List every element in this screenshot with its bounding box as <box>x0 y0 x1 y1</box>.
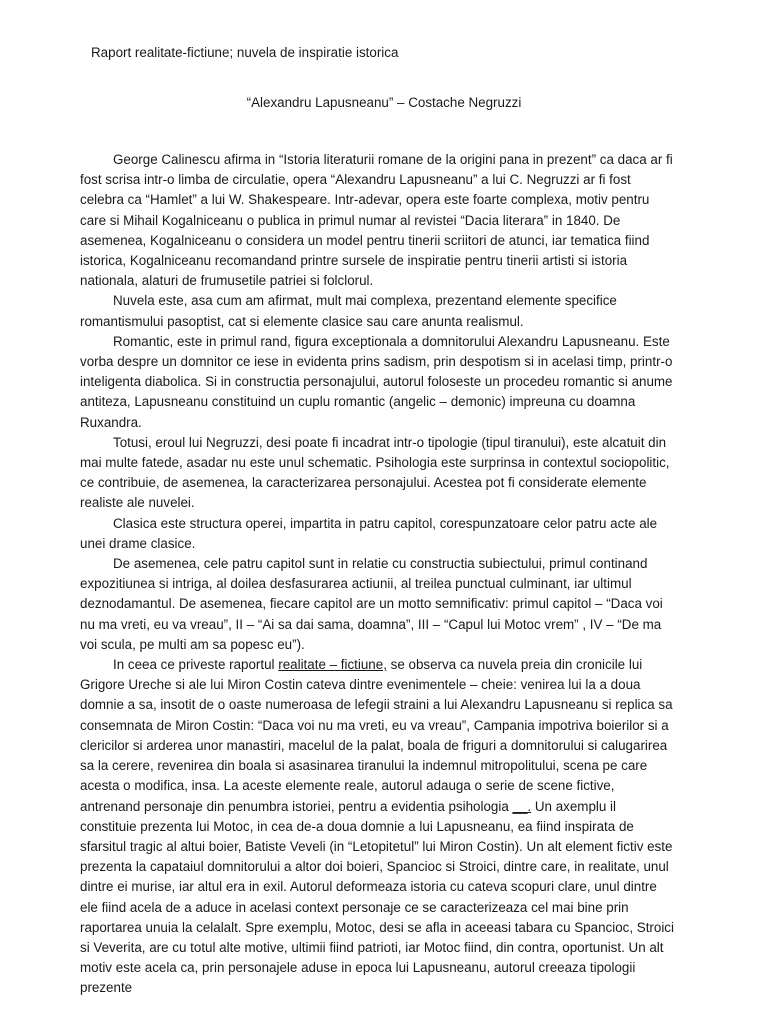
paragraph-7-body: se observa ca nuvela preia din cronicile lui Grigore Ureche si ale lui Miron Costin cateva dintre evenimentele – cheie: venirea lui la a doua domnie a sa, insotit de o oaste numeroasa de lefegii straini a lui Alexandru Lapusneanu si replica sa consemnata de Miron Costin: “Daca voi nu ma vreti, eu va vreau”, Campania impotriva boierilor si a clericilor si arderea unor manastiri, macelul de la palat, boala de friguri a domnitorului si calugarirea sa la cerere, revenirea din boala si asasinarea tiranului la indemnul mitropolitului, scena pe care acesta o modifica, insa. La aceste elemente reale, autorul adauga o serie de scene fictive, antrenand personaje din penumbra istoriei, pentru a evidentia psihologia <box>80 657 673 814</box>
document-subject: Raport realitate-fictiune; nuvela de inspiratie istorica <box>91 45 399 60</box>
paragraph-7-intro: In ceea ce priveste raportul <box>113 657 279 673</box>
underlined-term: realitate – fictiune, <box>278 657 387 673</box>
paragraph-7-end: Un axemplu il constituie prezenta lui Motoc, in cea de-a doua domnie a lui Lapusneanu, ea fiind inspirata de sfarsitul tragic al altui boier, Batiste Veveli (in “Letopitetul” lui Miron Costin). Un alt element fictiv este prezenta la capataiul domnitorului a altor doi boieri, Spancioc si Stroici, dintre care, in realitate, unul dintre ei murise, iar altul era in exil. Autorul deformeaza istoria cu cateva scopuri clare, unul dintre ele fiind acela de a aduce in acelasi context personaje ce se caracterizeaza cel mai bine prin raportarea unuia la celalalt. Spre exemplu, Motoc, desi se afla in aceeasi tabara cu Spancioc, Stroici si Veverita, are cu totul alte motive, ultimii fiind patrioti, iar Motoc fiind, din contra, oportunist. Un alt motiv este acela ca, prin personajele aduse in epoca lui Lapusneanu, autorul creeaza tipologii prezente <box>80 798 674 996</box>
paragraph-2: Nuvela este, asa cum am afirmat, mult mai complexa, prezentand elemente specifice romantismului pasoptist, cat si elemente clasice sau care anunta realismul. <box>80 293 617 329</box>
paragraph-5: Clasica este structura operei, impartita in patru capitol, corespunzatoare celor patru acte ale unei drame clasice. <box>80 515 658 551</box>
document-body <box>80 150 674 999</box>
paragraph-7 <box>80 655 674 998</box>
paragraph-1: George Calinescu afirma in “Istoria literaturii romane de la origini pana in prezent” ca daca ar fi fost scrisa intr-o limba de circulatie, opera “Alexandru Lapusneanu” a lui C. Negruzzi ar fi fost celebra ca “Hamlet” a lui W. Shakespeare. Intr-adevar, opera este foarte complexa, motiv pentru care si Mihail Kogalniceanu o publica in primul numar al revistei “Dacia literara” in 1840. De asemenea, Kogalniceanu o considera un model pentru tinerii scriitori de atunci, iar tematica fiind istorica, Kogalniceanu recomandand printre sursele de inspiratie pentru tinerii artisti si istoria nationala, alaturi de frumusetile patriei si folclorul. <box>80 152 673 289</box>
paragraph-6: De asemenea, cele patru capitol sunt in relatie cu constructia subiectului, primul continand expozitiunea si intriga, al doilea desfasurarea actiunii, al treilea punctual culminant, iar ultimul deznodamantul. De asemenea, fiecare capitol are un motto semnificativ: primul capitol – “Daca voi nu ma vreti, eu va vreau”, II – “Ai sa dai sama, doamna”, III – “Capul lui Motoc vrem” , IV – “De ma voi scula, pe multi am sa popesc eu”). <box>80 556 663 652</box>
blank-placeholder: __. <box>512 798 532 814</box>
paragraph-3: Romantic, este in primul rand, figura exceptionala a domnitorului Alexandru Lapusneanu. Este vorba despre un domnitor ce iese in evidenta prins sadism, prin despotism si in acelasi timp, printr-o inteligenta diabolica. Si in constructia personajului, autorul foloseste un procedeu romantic si anume antiteza, Lapusneanu constituind un cuplu romantic (angelic – demonic) impreuna cu doamna Ruxandra. <box>80 333 673 430</box>
paragraph-4: Totusi, eroul lui Negruzzi, desi poate fi incadrat intr-o tipologie (tipul tiranului), este alcatuit din mai multe fatede, asadar nu este unul schematic. Psihologia este surprinsa in contextul sociopolitic, ce contribuie, de asemenea, la caracterizarea personajului. Acestea pot fi considerate elemente realiste ale nuvelei. <box>80 434 670 511</box>
document-title: “Alexandru Lapusneanu” – Costache Negruzzi <box>246 95 522 110</box>
